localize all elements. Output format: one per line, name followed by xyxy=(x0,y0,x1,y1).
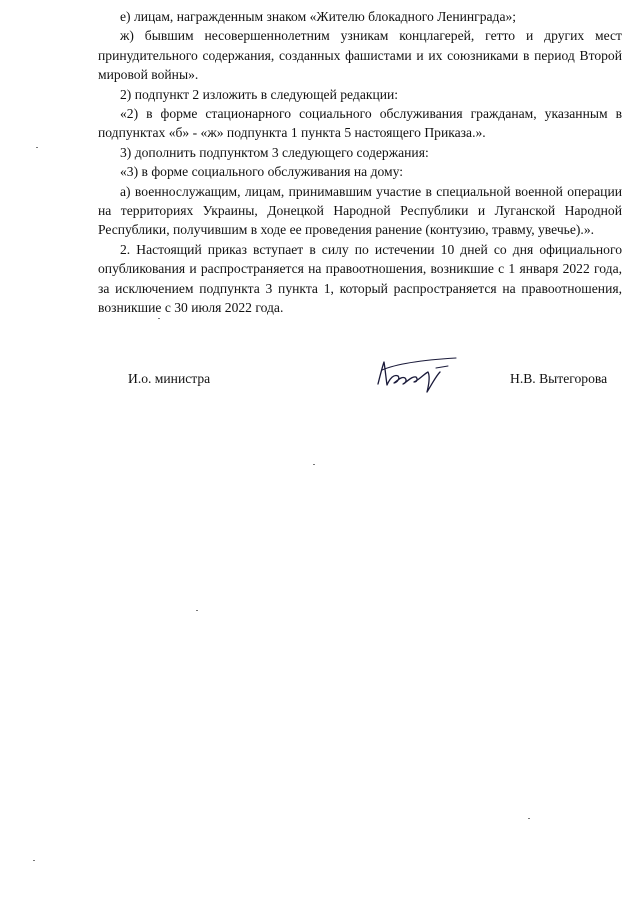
scan-speck xyxy=(313,464,315,465)
signatory-title: И.о. министра xyxy=(128,371,211,386)
signatory-name: Н.В. Вытегорова xyxy=(510,371,608,386)
signature-row xyxy=(0,371,640,393)
paragraph-e: е) лицам, награжденным знаком «Жителю блокадного Ленинграда»; xyxy=(120,9,517,24)
paragraph-subpoint-3-text: «3) в форме социального обслуживания на дому: xyxy=(120,164,404,180)
scan-speck xyxy=(33,860,35,861)
scan-speck xyxy=(36,147,38,148)
scan-speck xyxy=(196,610,198,611)
paragraph-effective-date: 2. Настоящий приказ вступает в силу по истечении 10 дней со дня официального опубликования и распространяется на правоотношения, возникшие с 1 января 2022 года, за исключением подпункта 3 пункта 1, который распространяется на правоотношения, возникшие с 30 июля 2022 года. xyxy=(98,241,622,316)
paragraph-zh: ж) бывшим несовершеннолетним узникам концлагерей, гетто и других мест принудительного содержания, созданных фашистами и их союзниками в период Второй мировой войны». xyxy=(98,28,622,83)
paragraph-subpoint-2-text: «2) в форме стационарного социального обслуживания гражданам, указанным в подпунктах «б» - «ж» подпункта 1 пункта 5 настоящего Приказа.». xyxy=(98,106,622,141)
handwritten-signature xyxy=(372,354,464,394)
paragraph-subpoint-3: 3) дополнить подпунктом 3 следующего содержания: xyxy=(120,144,429,160)
document-body xyxy=(98,7,622,318)
scan-speck xyxy=(528,818,530,819)
scan-speck xyxy=(158,318,160,319)
paragraph-a: а) военнослужащим, лицам, принимавшим участие в специальной военной операции на территориях Украины, Донецкой Народной Республики и Луганской Народной Республики, получившим в ходе ее проведения ранение (контузию, травму, увечье).». xyxy=(98,183,622,238)
paragraph-subpoint-2: 2) подпункт 2 изложить в следующей редакции: xyxy=(120,86,399,102)
